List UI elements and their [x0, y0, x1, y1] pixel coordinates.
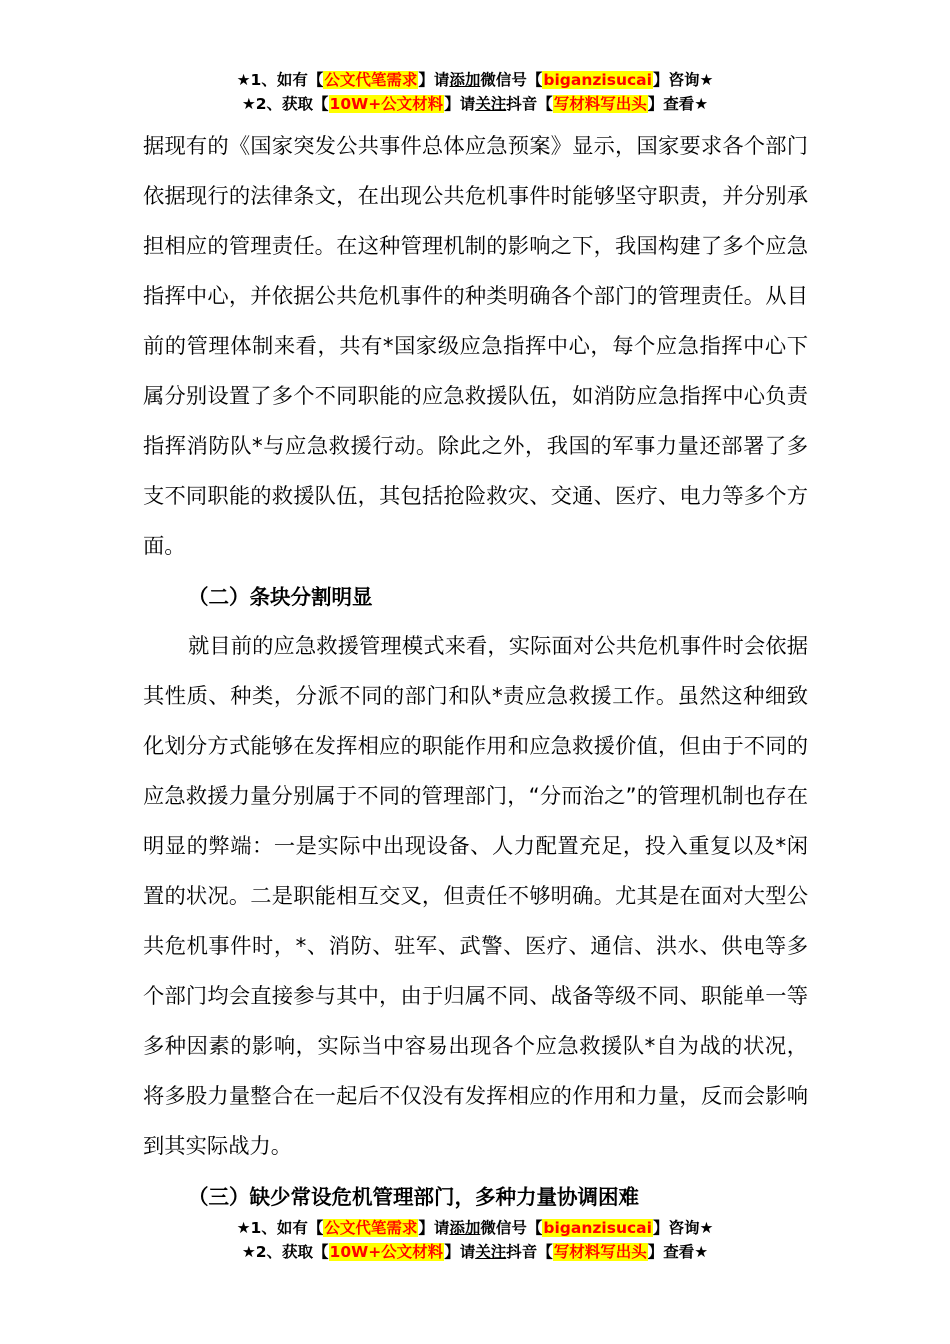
banner-text: 】请	[444, 95, 476, 113]
section-heading-3: （三）缺少常设危机管理部门，多种力量协调困难	[188, 1185, 639, 1209]
underlined-text: 关注	[475, 95, 507, 113]
banner-text: 】查看★	[647, 95, 709, 113]
banner-text: 2、获取【	[255, 1243, 329, 1261]
star-icon: ★	[236, 71, 251, 89]
section-heading-2: （二）条块分割明显	[188, 585, 373, 609]
star-icon: ★	[241, 1243, 256, 1261]
banner-text: 微信号【	[480, 71, 543, 89]
paragraph-1: 据现有的《国家突发公共事件总体应急预案》显示，国家要求各个部门依据现行的法律条文，在出现公共危机事件时能够坚守职责，并分别承担相应的管理责任。在这种管理机制的影响之下，我国构建了多个应急指挥中心，并依据公共危机事件的种类明确各个部门的管理责任。从目前的管理体制来看，共有*国家级应急指挥中心，每个应急指挥中心下属分别设置了多个不同职能的应急救援队伍，如消防应急指挥中心负责指挥消防队*与应急救援行动。除此之外，我国的军事力量还部署了多支不同职能的救援队伍，其包括抢险救灾、交通、医疗、电力等多个方面。	[143, 134, 808, 559]
header-banner	[0, 68, 950, 116]
highlight-materials: 10W+公文材料	[329, 1243, 444, 1261]
underlined-text: 添加	[449, 71, 481, 89]
highlight-wechat-id: biganzisucai	[543, 1219, 652, 1237]
highlight-service: 公文代笔需求	[324, 1219, 418, 1237]
banner-text: 微信号【	[480, 1219, 543, 1237]
banner-text: 】请	[444, 1243, 476, 1261]
document-body	[143, 122, 808, 1222]
paragraph-2: 就目前的应急救援管理模式来看，实际面对公共危机事件时会依据其性质、种类，分派不同的部门和队*责应急救援工作。虽然这种细致化划分方式能够在发挥相应的职能作用和应急救援价值，但由于不同的应急救援力量分别属于不同的管理部门，“分而治之”的管理机制也存在明显的弊端：一是实际中出现设备、人力配置充足，投入重复以及*闲置的状况。二是职能相互交叉，但责任不够明确。尤其是在面对大型公共危机事件时，*、消防、驻军、武警、医疗、通信、洪水、供电等多个部门均会直接参与其中，由于归属不同、战备等级不同、职能单一等多种因素的影响，实际当中容易出现各个应急救援队*自为战的状况，将多股力量整合在一起后不仅没有发挥相应的作用和力量，反而会影响到其实际战力。	[143, 634, 808, 1159]
banner-text: 1、如有【	[250, 71, 324, 89]
highlight-service: 公文代笔需求	[324, 71, 418, 89]
banner-text: 2、获取【	[255, 95, 329, 113]
banner-line-2	[0, 92, 950, 116]
banner-text: 抖音【	[506, 95, 553, 113]
banner-line-1	[0, 1216, 950, 1240]
banner-line-2	[0, 1240, 950, 1264]
highlight-douyin-id: 写材料写出头	[553, 1243, 647, 1261]
highlight-douyin-id: 写材料写出头	[553, 95, 647, 113]
banner-text: 】咨询★	[652, 1219, 714, 1237]
star-icon: ★	[241, 95, 256, 113]
banner-text: 1、如有【	[250, 1219, 324, 1237]
banner-line-1	[0, 68, 950, 92]
highlight-materials: 10W+公文材料	[329, 95, 444, 113]
banner-text: 】请	[418, 71, 450, 89]
highlight-wechat-id: biganzisucai	[543, 71, 652, 89]
underlined-text: 关注	[475, 1243, 507, 1261]
banner-text: 】请	[418, 1219, 450, 1237]
underlined-text: 添加	[449, 1219, 481, 1237]
star-icon: ★	[236, 1219, 251, 1237]
banner-text: 抖音【	[506, 1243, 553, 1261]
footer-banner	[0, 1216, 950, 1264]
banner-text: 】查看★	[647, 1243, 709, 1261]
banner-text: 】咨询★	[652, 71, 714, 89]
